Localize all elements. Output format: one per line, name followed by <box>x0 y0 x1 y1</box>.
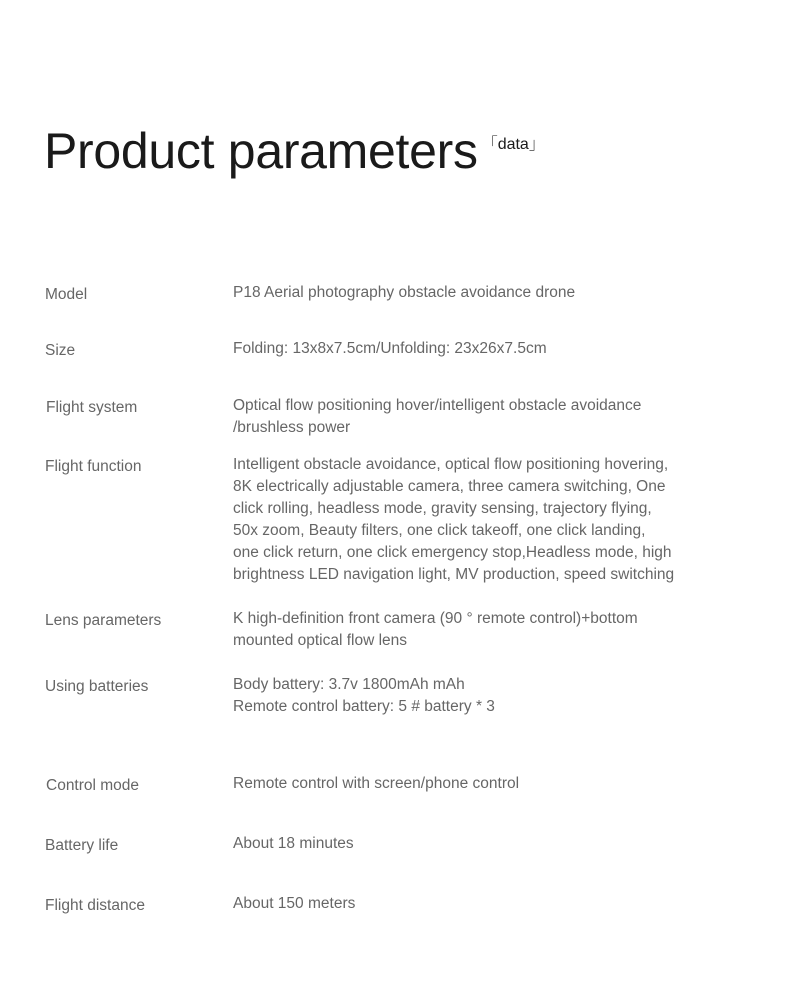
value-line: brightness LED navigation light, MV production, speed switching <box>233 566 675 583</box>
param-label-control-mode: Control mode <box>46 777 140 794</box>
param-value-model <box>233 282 733 304</box>
value-line: /brushless power <box>233 419 351 436</box>
param-value-control-mode <box>233 773 733 795</box>
param-value-flight-distance <box>233 893 733 915</box>
value-line: Optical flow positioning hover/intelligent obstacle avoidance <box>233 397 642 414</box>
param-label-size: Size <box>45 342 76 359</box>
value-line: About 18 minutes <box>233 835 354 852</box>
value-line: Remote control battery: 5 # battery * 3 <box>233 698 495 715</box>
page-header <box>44 122 545 180</box>
value-line: K high-definition front camera (90 ° remote control)+bottom <box>233 610 638 627</box>
page-title: Product parameters <box>44 123 478 179</box>
value-line: one click return, one click emergency stop,Headless mode, high <box>233 544 672 561</box>
value-line: 50x zoom, Beauty filters, one click takeoff, one click landing, <box>233 522 646 539</box>
param-label-flight-system: Flight system <box>46 399 138 416</box>
param-label-model: Model <box>45 286 88 303</box>
value-line: About 150 meters <box>233 895 356 912</box>
param-value-size <box>233 338 733 360</box>
param-label-flight-function: Flight function <box>45 458 142 475</box>
param-value-flight-function <box>233 454 733 586</box>
param-value-flight-system <box>233 395 733 439</box>
value-line: Remote control with screen/phone control <box>233 775 520 792</box>
param-label-lens-parameters: Lens parameters <box>45 612 162 629</box>
value-line: click rolling, headless mode, gravity sensing, trajectory flying, <box>233 500 652 517</box>
param-value-battery-life <box>233 833 733 855</box>
param-value-lens-parameters <box>233 608 733 652</box>
param-label-using-batteries: Using batteries <box>45 678 149 695</box>
title-tag: 「data」 <box>481 136 545 153</box>
value-line: 8K electrically adjustable camera, three camera switching, One <box>233 478 666 495</box>
param-value-using-batteries <box>233 674 733 718</box>
value-line: Body battery: 3.7v 1800mAh mAh <box>233 676 465 693</box>
param-label-flight-distance: Flight distance <box>45 897 145 914</box>
value-line: mounted optical flow lens <box>233 632 408 649</box>
value-line: Folding: 13x8x7.5cm/Unfolding: 23x26x7.5cm <box>233 340 547 357</box>
param-label-battery-life: Battery life <box>45 837 119 854</box>
value-line: Intelligent obstacle avoidance, optical flow positioning hovering, <box>233 456 669 473</box>
value-line: P18 Aerial photography obstacle avoidance drone <box>233 284 576 301</box>
